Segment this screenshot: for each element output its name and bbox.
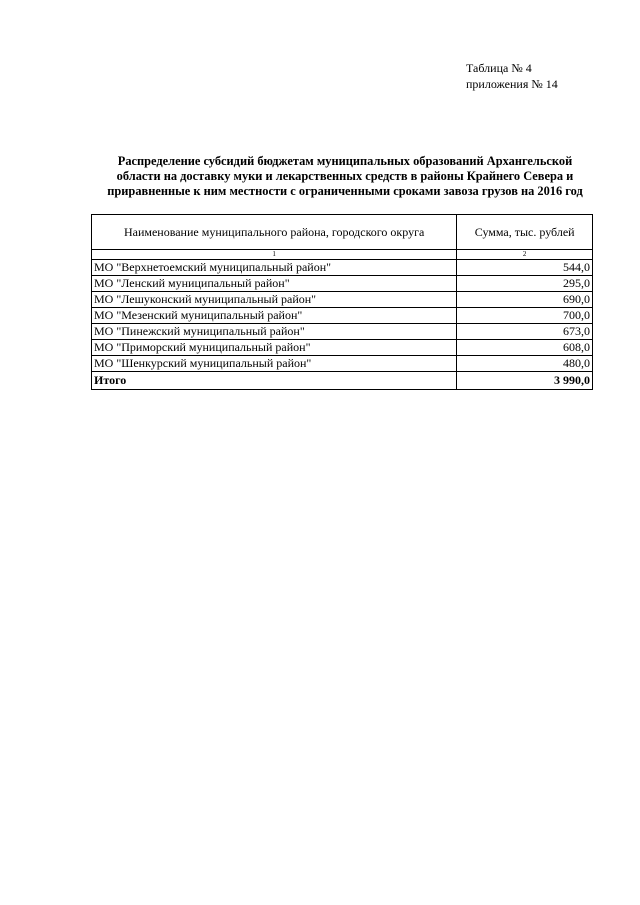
title-line-1: Распределение субсидий бюджетам муниципальных образований Архангельской (117, 154, 573, 168)
appendix-number: приложения № 14 (466, 77, 558, 91)
row-amount: 480,0 (457, 356, 593, 372)
column-number-2: 2 (457, 250, 593, 260)
row-name: МО "Шенкурский муниципальный район" (92, 356, 457, 372)
header-amount: Сумма, тыс. рублей (457, 215, 593, 250)
total-label: Итого (92, 372, 457, 390)
row-name: МО "Ленский муниципальный район" (92, 276, 457, 292)
row-name: МО "Пинежский муниципальный район" (92, 324, 457, 340)
row-amount: 700,0 (457, 308, 593, 324)
table-number: Таблица № 4 (466, 61, 532, 75)
column-number-row (92, 250, 593, 260)
total-amount: 3 990,0 (457, 372, 593, 390)
column-number-1: 1 (92, 250, 457, 260)
table-row (92, 324, 593, 340)
header-name: Наименование муниципального района, городского округа (92, 215, 457, 250)
row-amount: 544,0 (457, 260, 593, 276)
total-row (92, 372, 593, 390)
table-row (92, 308, 593, 324)
row-name: МО "Верхнетоемский муниципальный район" (92, 260, 457, 276)
table-row (92, 340, 593, 356)
row-amount: 608,0 (457, 340, 593, 356)
table-header-row (92, 215, 593, 250)
row-amount: 690,0 (457, 292, 593, 308)
document-title (80, 154, 610, 199)
title-line-3: приравненные к ним местности с ограниченными сроками завоза грузов на 2016 год (107, 184, 583, 198)
table-row (92, 356, 593, 372)
table-row (92, 292, 593, 308)
table-row (92, 260, 593, 276)
table-row (92, 276, 593, 292)
row-name: МО "Приморский муниципальный район" (92, 340, 457, 356)
row-amount: 295,0 (457, 276, 593, 292)
subsidy-table (91, 214, 593, 390)
row-amount: 673,0 (457, 324, 593, 340)
row-name: МО "Лешуконский муниципальный район" (92, 292, 457, 308)
row-name: МО "Мезенский муниципальный район" (92, 308, 457, 324)
table-reference (466, 60, 558, 92)
title-line-2: области на доставку муки и лекарственных средств в районы Крайнего Севера и (116, 169, 574, 183)
